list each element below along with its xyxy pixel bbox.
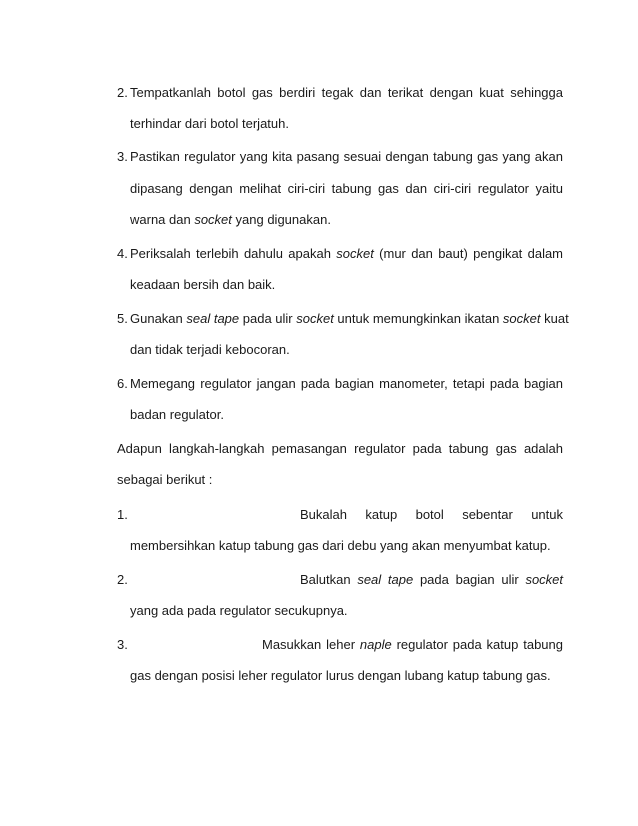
step-2-line-1 [117,571,563,589]
italic-term: socket [502,311,541,326]
list-number: 2. [117,85,128,100]
step-2-line-2: yang ada pada regulator secukupnya. [130,603,348,618]
text-run: Balutkan [300,572,358,587]
list-item-text: Tempatkanlah botol gas berdiri tegak dan terikat dengan kuat sehingga [130,85,563,100]
step-1-line-2: membersihkan katup tabung gas dari debu yang akan menyumbat katup. [130,538,551,553]
text-run: untuk memungkinkan ikatan [333,311,503,326]
step-3-line-2: gas dengan posisi leher regulator lurus dengan lubang katup tabung gas. [130,668,551,683]
italic-term: socket [194,212,232,227]
list-number: 4. [117,246,128,261]
text-run: pada bagian ulir [413,572,526,587]
intro-paragraph-line-2: sebagai berikut : [117,472,213,487]
list-number: 5. [117,311,128,326]
italic-term: seal tape [357,572,414,587]
italic-term: socket [336,246,374,261]
list-number: 6. [117,376,128,391]
list-item-text: Pastikan regulator yang kita pasang sesuai dengan tabung gas yang akan [130,149,563,164]
text-run: (mur dan baut) pengikat dalam [373,246,564,261]
step-number: 3. [117,637,128,652]
italic-term: socket [525,572,564,587]
list-item-3-line-2: dipasang dengan melihat ciri-ciri tabung gas dan ciri-ciri regulator yaitu [130,181,563,196]
intro-paragraph-line-1: Adapun langkah-langkah pemasangan regulator pada tabung gas adalah [117,441,563,456]
italic-term: naple [359,637,392,652]
text-run: Periksalah terlebih dahulu apakah [130,246,337,261]
list-item-6-line-2: badan regulator. [130,407,224,422]
step-number: 1. [117,507,128,522]
list-item-4-line-1 [117,245,563,263]
step-1-line-1 [117,506,563,524]
text-run: yang digunakan. [231,212,331,227]
list-item-6-line-1 [117,375,563,393]
step-number: 2. [117,572,128,587]
list-item-2-line-2: terhindar dari botol terjatuh. [130,116,289,131]
list-number: 3. [117,149,128,164]
text-run: kuat [540,311,569,326]
list-item-3-line-1 [117,148,563,166]
step-text [262,636,563,654]
text-run: regulator pada katup tabung [391,637,563,652]
list-item-2-line-1 [117,84,563,102]
list-item-5-line-1 [117,310,569,328]
step-3-line-1 [117,636,563,654]
italic-term: socket [296,311,334,326]
text-run: Gunakan [130,311,187,326]
text-run: warna dan [130,212,195,227]
list-item-4-line-2: keadaan bersih dan baik. [130,277,276,292]
italic-term: seal tape [186,311,240,326]
step-text: Bukalah katup botol sebentar untuk [300,507,563,522]
text-run: pada ulir [239,311,297,326]
text-run: Masukkan leher [262,637,360,652]
list-item-5-line-2: dan tidak terjadi kebocoran. [130,342,290,357]
step-text [300,571,563,589]
list-item-3-line-3 [130,211,563,229]
list-item-text: Memegang regulator jangan pada bagian manometer, tetapi pada bagian [130,376,563,391]
